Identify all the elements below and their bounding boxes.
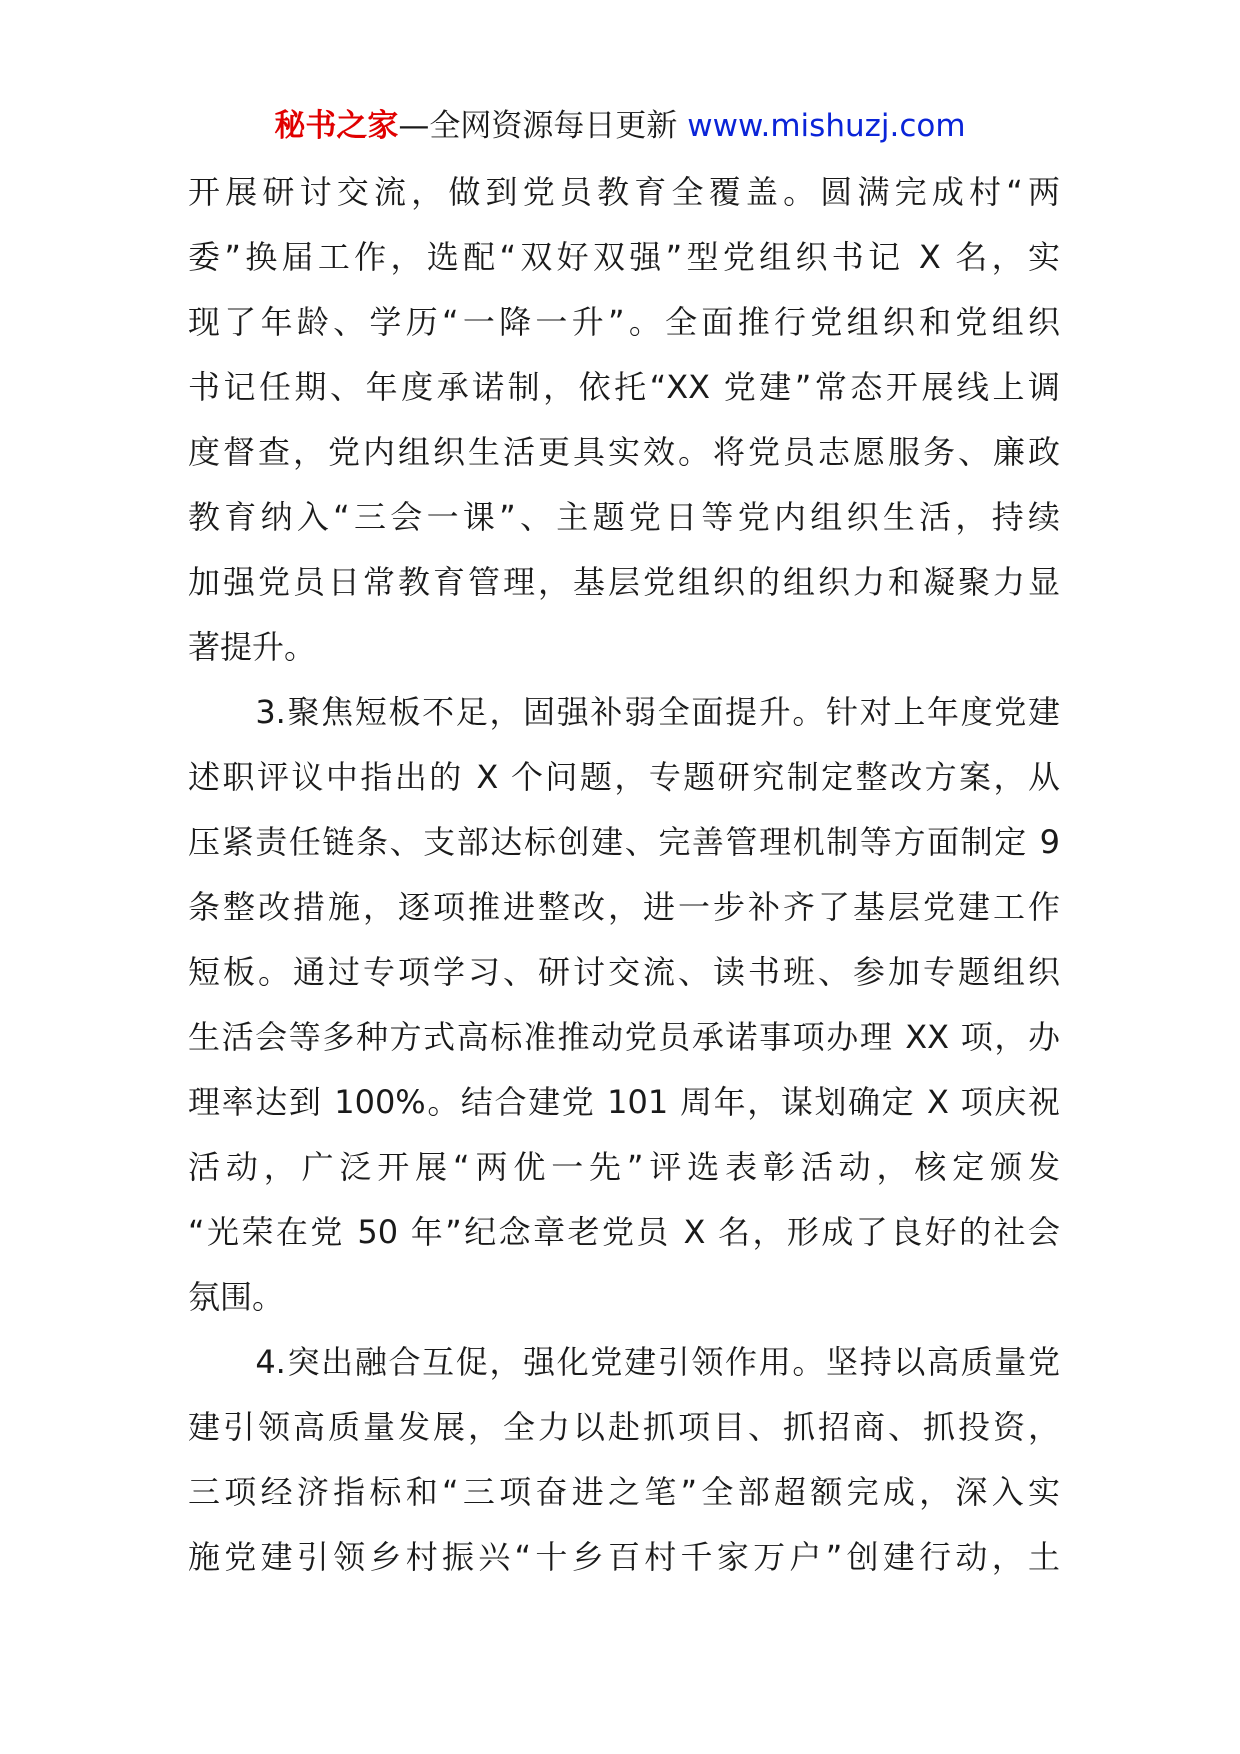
text-line: 建引领高质量发展，全力以赴抓项目、抓招商、抓投资， xyxy=(188,1408,1060,1446)
watermark-header xyxy=(0,104,1240,148)
text-line: 3.聚焦短板不足，固强补弱全面提升。针对上年度党建 xyxy=(188,693,1060,731)
site-brand: 秘书之家 xyxy=(274,108,399,144)
site-url[interactable]: www.mishuzj.com xyxy=(687,108,966,144)
text-line: “光荣在党 50 年”纪念章老党员 X 名，形成了良好的社会 xyxy=(188,1213,1060,1251)
site-tagline: —全网资源每日更新 xyxy=(398,108,688,144)
document-body xyxy=(188,160,1060,1590)
text-line: 压紧责任链条、支部达标创建、完善管理机制等方面制定 9 xyxy=(188,823,1060,861)
text-line: 施党建引领乡村振兴“十乡百村千家万户”创建行动，土 xyxy=(188,1538,1060,1576)
text-line: 开展研讨交流，做到党员教育全覆盖。圆满完成村“两 xyxy=(188,173,1060,211)
text-line: 活动，广泛开展“两优一先”评选表彰活动，核定颁发 xyxy=(188,1148,1060,1186)
text-line: 委”换届工作，选配“双好双强”型党组织书记 X 名，实 xyxy=(188,238,1060,276)
text-line: 书记任期、年度承诺制，依托“XX 党建”常态开展线上调 xyxy=(188,368,1060,406)
text-line: 述职评议中指出的 X 个问题，专题研究制定整改方案，从 xyxy=(188,758,1060,796)
text-line: 教育纳入“三会一课”、主题党日等党内组织生活，持续 xyxy=(188,498,1060,536)
text-line: 4.突出融合互促，强化党建引领作用。坚持以高质量党 xyxy=(188,1343,1060,1381)
text-line: 度督查，党内组织生活更具实效。将党员志愿服务、廉政 xyxy=(188,433,1060,471)
text-line: 短板。通过专项学习、研讨交流、读书班、参加专题组织 xyxy=(188,953,1060,991)
text-line: 加强党员日常教育管理，基层党组织的组织力和凝聚力显 xyxy=(188,563,1060,601)
text-line: 理率达到 100%。结合建党 101 周年，谋划确定 X 项庆祝 xyxy=(188,1083,1060,1121)
text-line: 现了年龄、学历“一降一升”。全面推行党组织和党组织 xyxy=(188,303,1060,341)
text-line: 三项经济指标和“三项奋进之笔”全部超额完成，深入实 xyxy=(188,1473,1060,1511)
text-line: 生活会等多种方式高标准推动党员承诺事项办理 XX 项，办 xyxy=(188,1018,1060,1056)
text-line: 著提升。 xyxy=(188,628,317,666)
text-line: 条整改措施，逐项推进整改，进一步补齐了基层党建工作 xyxy=(188,888,1060,926)
text-line: 氛围。 xyxy=(188,1278,285,1316)
